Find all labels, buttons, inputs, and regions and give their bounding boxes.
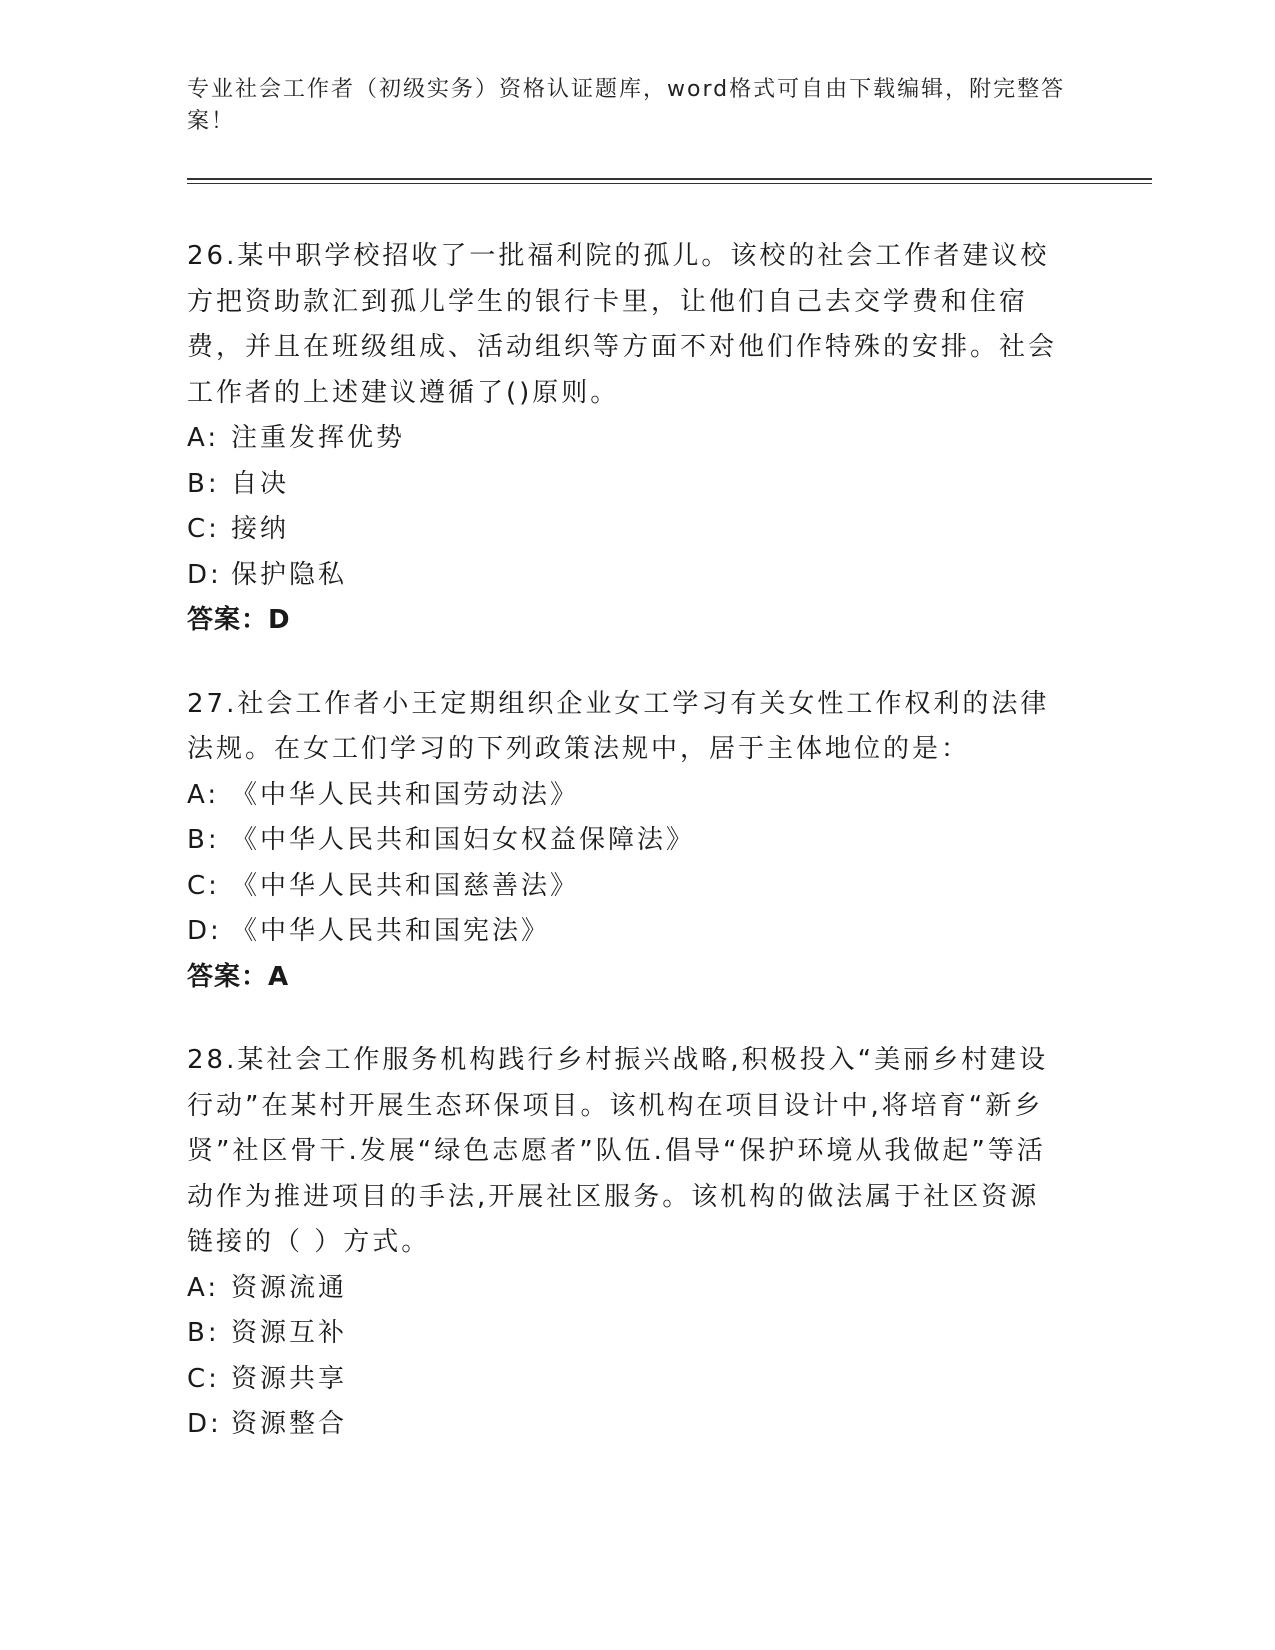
option-a: [187, 1266, 1067, 1312]
option-letter: D:: [187, 916, 222, 946]
question-stem: 27.社会工作者小王定期组织企业女工学习有关女性工作权利的法律法规。在女工们学习的下列政策法规中，居于主体地位的是：: [187, 688, 1050, 764]
question-stem: 28.某社会工作服务机构践行乡村振兴战略,积极投入“美丽乡村建设行动”在某村开展生态环保项目。该机构在项目设计中,将培育“新乡贤”社区骨干.发展“绿色志愿者”队伍.倡导“保护环境从我做起”等活动作为推进项目的手法,开展社区服务。该机构的做法属于社区资源链接的（ ）方式。: [187, 1045, 1049, 1257]
option-a: [187, 773, 1067, 819]
option-text: 保护隐私: [231, 559, 348, 590]
answer-line: 答案：A: [187, 961, 290, 992]
question-stem: 26.某中职学校招收了一批福利院的孤儿。该校的社会工作者建议校方把资助款汇到孤儿学生的银行卡里，让他们自己去交学费和住宿费，并且在班级组成、活动组织等方面不对他们作特殊的安排。社会工作者的上述建议遵循了()原则。: [187, 241, 1058, 408]
option-text: 资源共享: [231, 1363, 348, 1394]
header-rule-thin: [187, 183, 1152, 184]
option-b: [187, 818, 1067, 864]
option-text: 接纳: [231, 514, 290, 544]
document-header: 专业社会工作者（初级实务）资格认证题库，word格式可自由下载编辑，附完整答案！: [187, 77, 1066, 134]
option-letter: D:: [187, 1409, 222, 1439]
question-list: [187, 234, 1067, 1486]
option-letter: B:: [187, 1318, 220, 1348]
option-letter: A:: [187, 779, 220, 810]
question-28: [187, 1038, 1067, 1448]
option-c: [187, 1357, 1067, 1403]
answer-line: 答案：D: [187, 605, 291, 635]
option-d: [187, 1402, 1067, 1448]
option-b: [187, 462, 1067, 508]
option-text: 《中华人民共和国宪法》: [231, 916, 551, 946]
option-d: [187, 553, 1067, 599]
option-c: [187, 864, 1067, 910]
option-letter: C:: [187, 514, 220, 544]
option-d: [187, 909, 1067, 955]
question-27: [187, 682, 1067, 1001]
option-a: [187, 416, 1067, 462]
option-text: 《中华人民共和国劳动法》: [231, 779, 580, 810]
option-text: 《中华人民共和国妇女权益保障法》: [231, 825, 696, 855]
option-letter: B:: [187, 468, 220, 499]
option-text: 自决: [231, 468, 290, 499]
option-text: 资源整合: [231, 1409, 348, 1439]
option-letter: C:: [187, 1363, 220, 1394]
header-rule-thick: [187, 178, 1152, 180]
option-c: [187, 507, 1067, 553]
option-letter: C:: [187, 870, 220, 901]
option-letter: D:: [187, 559, 222, 590]
option-letter: B:: [187, 825, 220, 855]
option-b: [187, 1311, 1067, 1357]
option-text: 注重发挥优势: [231, 423, 406, 453]
option-text: 《中华人民共和国慈善法》: [231, 870, 580, 901]
option-text: 资源互补: [231, 1318, 348, 1348]
option-letter: A:: [187, 1272, 220, 1303]
question-26: [187, 234, 1067, 644]
option-text: 资源流通: [231, 1272, 348, 1303]
option-letter: A:: [187, 423, 220, 453]
